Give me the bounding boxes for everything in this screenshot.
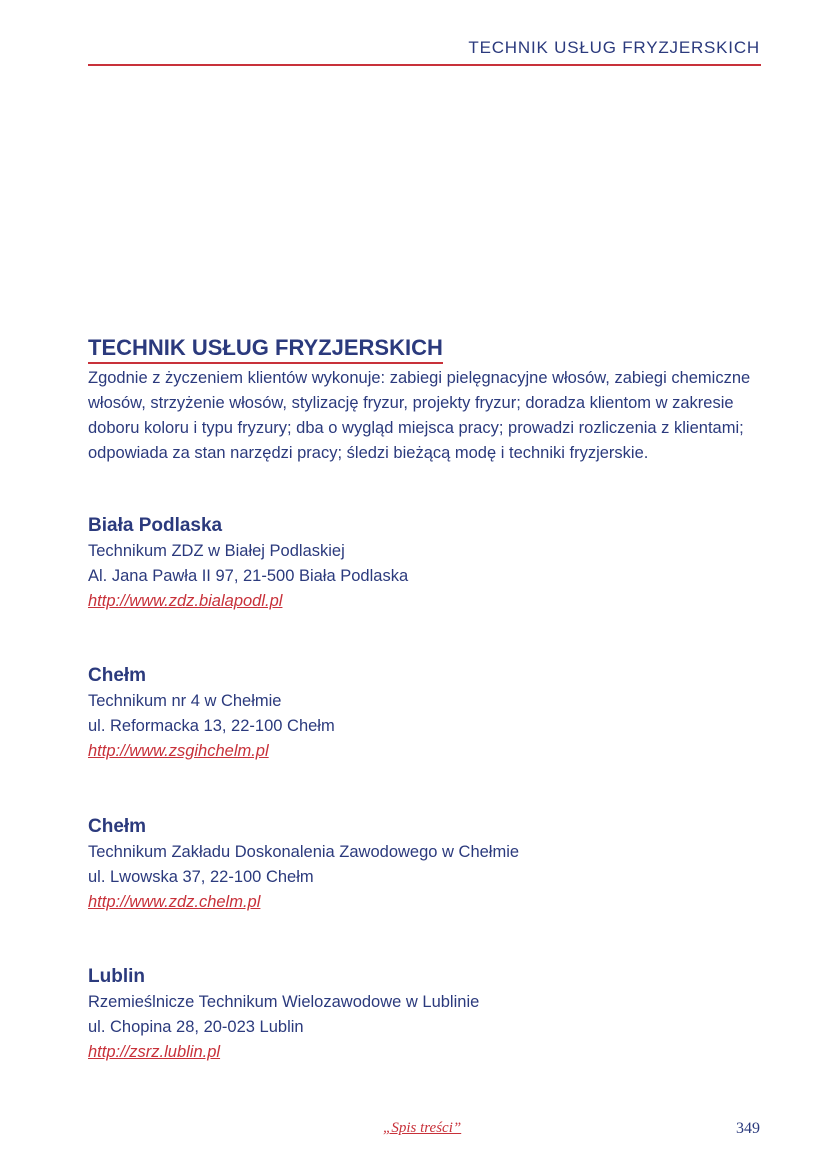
school-address: ul. Chopina 28, 20-023 Lublin — [88, 1018, 304, 1036]
school-entry — [88, 663, 761, 764]
header-divider — [88, 64, 761, 66]
school-website-link[interactable]: http://www.zdz.bialapodl.pl — [88, 592, 283, 610]
school-city: Biała Podlaska — [88, 515, 223, 536]
school-entry — [88, 513, 761, 614]
school-name: Technikum ZDZ w Białej Podlaskiej — [88, 542, 345, 560]
school-name: Technikum nr 4 w Chełmie — [88, 692, 282, 710]
section-description: Zgodnie z życzeniem klientów wykonuje: zabiegi pielęgnacyjne włosów, zabiegi chemiczne włosów, strzyżenie włosów, stylizację fryzur, projekty fryzur; doradza klientom w zakresie doboru koloru i typu fryzury; dba o wygląd miejsca pracy; prowadzi rozliczenia z klientami; odpowiada za stan narzędzi pracy; śledzi bieżącą modę i techniki fryzjerskie. — [88, 369, 751, 462]
school-city: Lublin — [88, 966, 145, 987]
school-website-link[interactable]: http://www.zdz.chelm.pl — [88, 893, 261, 911]
school-name: Technikum Zakładu Doskonalenia Zawodowego w Chełmie — [88, 843, 520, 861]
school-website-link[interactable]: http://www.zsgihchelm.pl — [88, 742, 269, 760]
page-number: 349 — [736, 1120, 760, 1137]
school-address: ul. Lwowska 37, 22-100 Chełm — [88, 868, 314, 886]
school-website-link[interactable]: http://zsrz.lublin.pl — [88, 1043, 221, 1061]
school-entry — [88, 964, 761, 1065]
school-entry — [88, 814, 761, 915]
running-header: TECHNIK USŁUG FRYZJERSKICH — [468, 38, 760, 57]
table-of-contents-link[interactable]: „Spis treści” — [383, 1120, 462, 1136]
school-city: Chełm — [88, 816, 147, 837]
school-address: ul. Reformacka 13, 22-100 Chełm — [88, 717, 335, 735]
section-title: TECHNIK USŁUG FRYZJERSKICH — [88, 334, 443, 364]
school-name: Rzemieślnicze Technikum Wielozawodowe w Lublinie — [88, 993, 480, 1011]
school-city: Chełm — [88, 665, 147, 686]
school-address: Al. Jana Pawła II 97, 21-500 Biała Podlaska — [88, 567, 409, 585]
